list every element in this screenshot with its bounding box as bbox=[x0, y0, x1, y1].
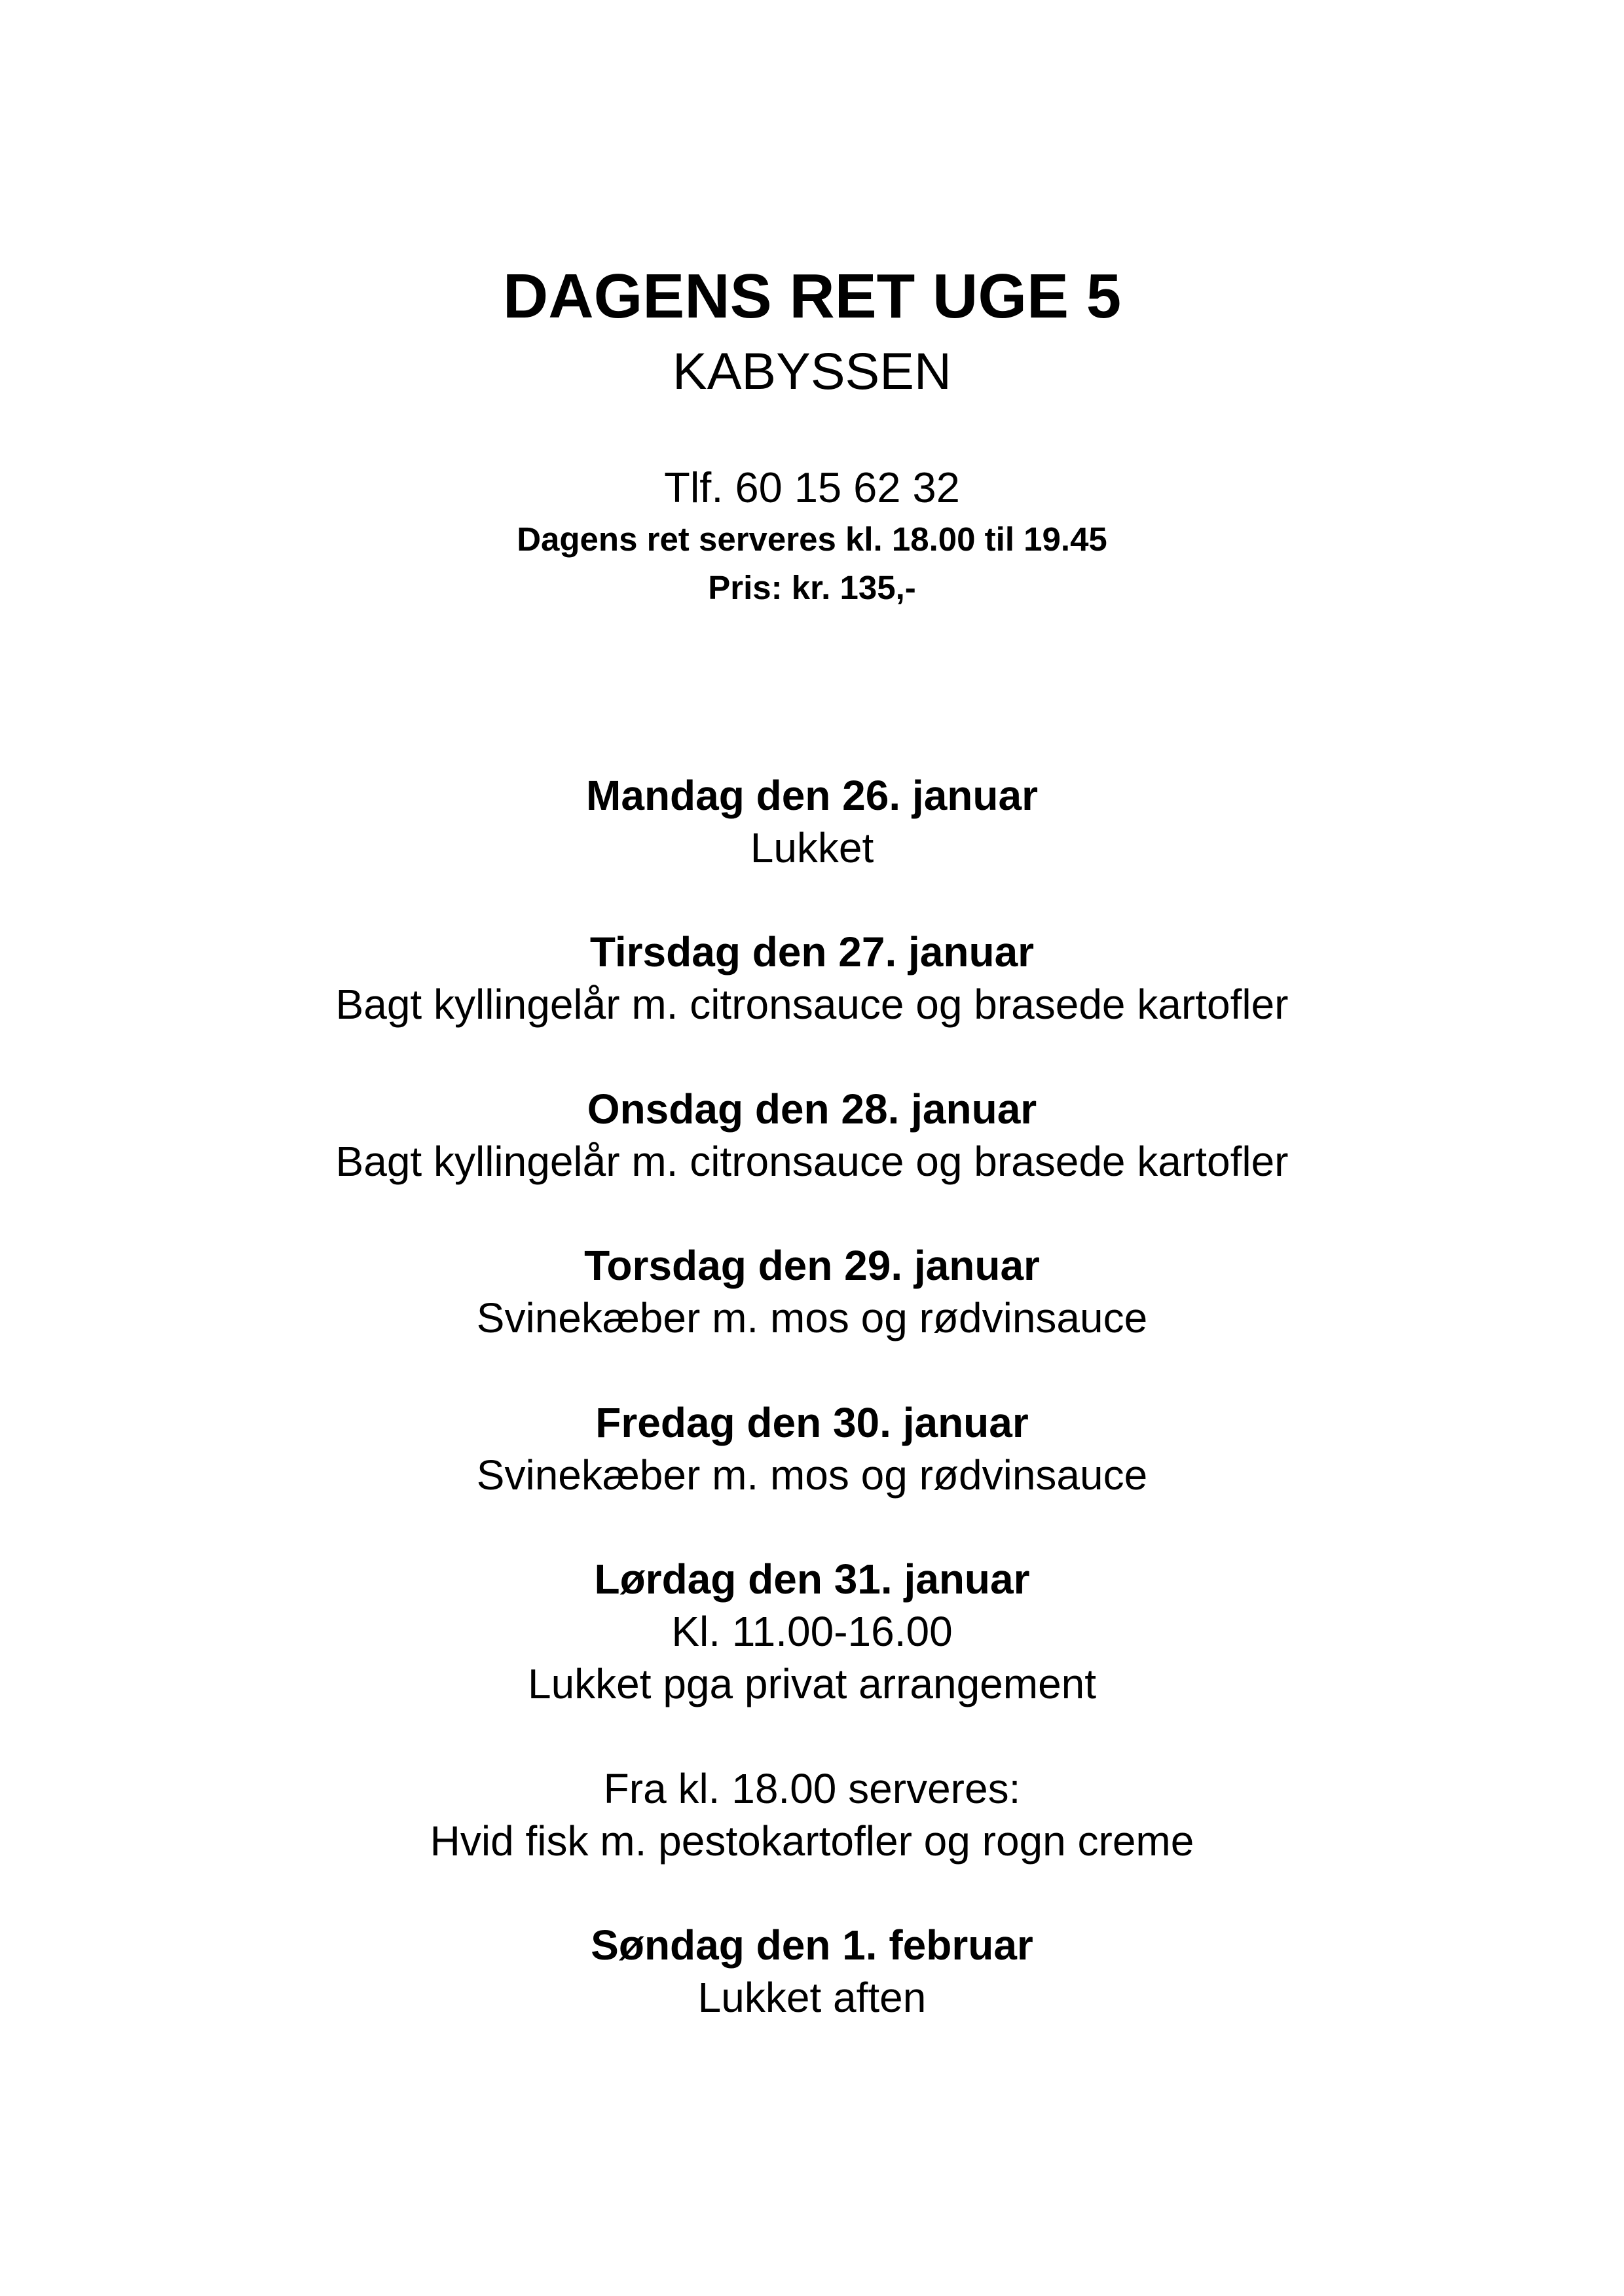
day-heading-tuesday: Tirsdag den 27. januar bbox=[589, 928, 1035, 975]
day-heading-thursday: Torsdag den 29. januar bbox=[584, 1242, 1040, 1289]
day-dish-saturday: Hvid fisk m. pestokartofler og rogn creme bbox=[430, 1817, 1194, 1865]
day-heading-monday: Mandag den 26. januar bbox=[586, 772, 1038, 819]
day-dish-monday: Lukket bbox=[750, 824, 874, 871]
day-heading-sunday: Søndag den 1. februar bbox=[591, 1922, 1033, 1969]
day-note-saturday: Lukket pga privat arrangement bbox=[527, 1660, 1097, 1707]
day-evening-intro-saturday: Fra kl. 18.00 serveres: bbox=[603, 1765, 1021, 1812]
restaurant-name: KABYSSEN bbox=[673, 342, 951, 400]
day-dish-sunday: Lukket aften bbox=[697, 1974, 927, 2021]
phone-number: Tlf. 60 15 62 32 bbox=[664, 464, 960, 511]
day-heading-wednesday: Onsdag den 28. januar bbox=[587, 1085, 1037, 1133]
day-heading-friday: Fredag den 30. januar bbox=[595, 1399, 1029, 1446]
serving-time: Dagens ret serveres kl. 18.00 til 19.45 bbox=[517, 520, 1107, 558]
day-dish-wednesday: Bagt kyllingelår m. citronsauce og brasede kartofler bbox=[335, 1138, 1289, 1185]
day-heading-saturday: Lørdag den 31. januar bbox=[594, 1556, 1030, 1603]
price: Pris: kr. 135,- bbox=[708, 569, 916, 606]
day-dish-tuesday: Bagt kyllingelår m. citronsauce og brasede kartofler bbox=[335, 981, 1289, 1028]
day-dish-friday: Svinekæber m. mos og rødvinsauce bbox=[476, 1451, 1148, 1499]
day-hours-saturday: Kl. 11.00-16.00 bbox=[671, 1608, 953, 1655]
day-dish-thursday: Svinekæber m. mos og rødvinsauce bbox=[476, 1294, 1148, 1341]
page-title: DAGENS RET UGE 5 bbox=[502, 261, 1122, 331]
